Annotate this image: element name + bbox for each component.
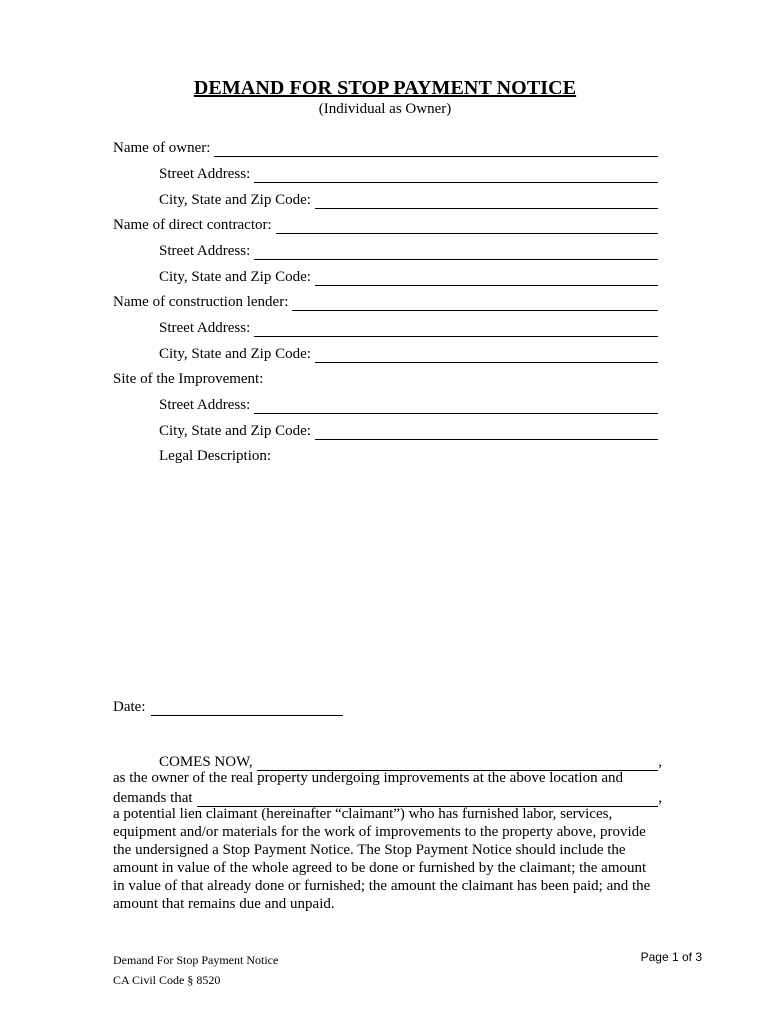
date-row bbox=[113, 696, 343, 716]
site-label: Site of the Improvement: bbox=[113, 371, 264, 387]
date-field[interactable] bbox=[151, 700, 343, 716]
footer-doc-name: Demand For Stop Payment Notice bbox=[113, 953, 279, 967]
owner-name-label: Name of owner: bbox=[113, 140, 211, 156]
footer-page-number: Page 1 of 3 bbox=[640, 950, 702, 964]
contractor-name-row bbox=[113, 214, 658, 234]
footer-code: CA Civil Code § 8520 bbox=[113, 973, 221, 987]
contractor-street-row bbox=[159, 240, 658, 260]
lender-name-row bbox=[113, 291, 658, 311]
demands-that-row bbox=[113, 787, 662, 807]
site-city-row bbox=[159, 420, 658, 440]
site-row bbox=[113, 368, 263, 388]
contractor-street-label: Street Address: bbox=[159, 243, 251, 259]
lender-street-label: Street Address: bbox=[159, 320, 251, 336]
demands-that-comma: , bbox=[658, 790, 662, 806]
owner-city-field[interactable] bbox=[315, 193, 658, 209]
comes-now-label: COMES NOW, bbox=[159, 754, 253, 770]
document-subtitle: (Individual as Owner) bbox=[318, 101, 452, 117]
legal-description-label: Legal Description: bbox=[159, 448, 272, 464]
lender-city-row bbox=[159, 343, 658, 363]
owner-city-label: City, State and Zip Code: bbox=[159, 192, 311, 208]
lender-city-label: City, State and Zip Code: bbox=[159, 346, 311, 362]
contractor-city-label: City, State and Zip Code: bbox=[159, 269, 311, 285]
legal-description-row bbox=[159, 445, 271, 465]
lender-name-field[interactable] bbox=[292, 295, 658, 311]
contractor-street-field[interactable] bbox=[254, 244, 658, 260]
lender-name-label: Name of construction lender: bbox=[113, 294, 289, 310]
comes-now-row bbox=[159, 751, 662, 771]
comes-now-comma: , bbox=[658, 754, 662, 770]
site-street-label: Street Address: bbox=[159, 397, 251, 413]
owner-city-row bbox=[159, 189, 658, 209]
date-label: Date: bbox=[113, 699, 146, 715]
contractor-name-field[interactable] bbox=[276, 218, 658, 234]
owner-street-field[interactable] bbox=[254, 167, 658, 183]
site-street-row bbox=[159, 394, 658, 414]
body-paragraph: a potential lien claimant (hereinafter “claimant”) who has furnished labor, services, equipment and/or materials for the work of improvements to the property above, provide the undersigned a Stop Payment Notice. The Stop Payment Notice should include the amount in value of the whole agreed to be done or furnished by the claimant; the amount in value of that already done or furnished; the amount the claimant has been paid; and the amount that remains due and unpaid. bbox=[113, 806, 651, 912]
contractor-name-label: Name of direct contractor: bbox=[113, 217, 272, 233]
site-city-field[interactable] bbox=[315, 424, 658, 440]
lender-street-field[interactable] bbox=[254, 321, 658, 337]
site-street-field[interactable] bbox=[254, 398, 658, 414]
lender-city-field[interactable] bbox=[315, 347, 658, 363]
owner-statement: as the owner of the real property undergoing improvements at the above location and bbox=[113, 770, 623, 786]
owner-street-label: Street Address: bbox=[159, 166, 251, 182]
contractor-city-row bbox=[159, 266, 658, 286]
document-title: DEMAND FOR STOP PAYMENT NOTICE bbox=[193, 77, 577, 99]
owner-name-field[interactable] bbox=[214, 141, 658, 157]
demands-that-label: demands that bbox=[113, 790, 193, 806]
owner-name-row bbox=[113, 137, 658, 157]
contractor-city-field[interactable] bbox=[315, 270, 658, 286]
owner-street-row bbox=[159, 163, 658, 183]
lender-street-row bbox=[159, 317, 658, 337]
site-city-label: City, State and Zip Code: bbox=[159, 423, 311, 439]
footer-left bbox=[113, 950, 278, 990]
